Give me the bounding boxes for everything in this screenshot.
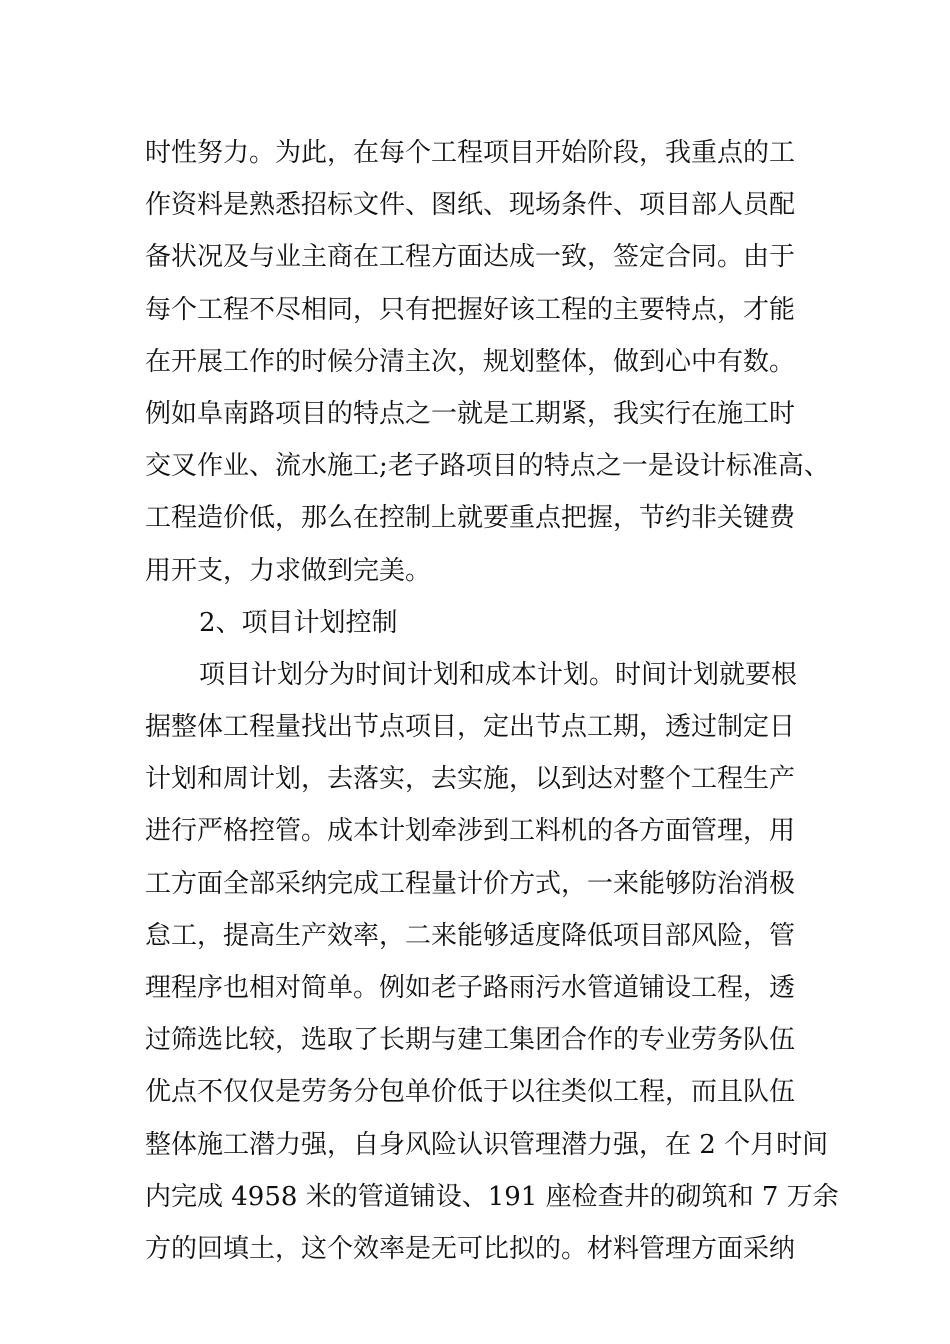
text-line: 整体施工潜力强，自身风险认识管理潜力强，在 2 个月时间 [145, 1129, 829, 1160]
text-line: 例如阜南路项目的特点之一就是工期紧，我实行在施工时 [145, 398, 796, 429]
paragraph-first-line: 项目计划分为时间计划和成本计划。时间计划就要根 [199, 659, 798, 690]
text-line: 进行严格控管。成本计划牵涉到工料机的各方面管理，用 [145, 816, 796, 847]
text-line: 计划和周计划，去落实，去实施，以到达对整个工程生产 [145, 764, 796, 795]
text-line: 工程造价低，那么在控制上就要重点把握，节约非关键费 [145, 503, 796, 534]
text-line: 方的回填土，这个效率是无可比拟的。材料管理方面采纳 [145, 1233, 796, 1264]
text-line: 工方面全部采纳完成工程量计价方式，一来能够防治消极 [145, 868, 796, 899]
text-line: 时性努力。为此，在每个工程项目开始阶段，我重点的工 [145, 138, 796, 168]
text-line: 怠工，提高生产效率，二来能够适度降低项目部风险，管 [145, 920, 796, 951]
text-line: 每个工程不尽相同，只有把握好该工程的主要特点，才能 [145, 294, 796, 325]
text-line: 据整体工程量找出节点项目，定出节点工期，透过制定日 [145, 712, 796, 743]
text-line: 优点不仅仅是劳务分包单价低于以往类似工程，而且队伍 [145, 1077, 796, 1108]
text-line: 内完成 4958 米的管道铺设、191 座检查井的砌筑和 7 万余 [145, 1181, 839, 1212]
body-text [145, 127, 839, 1275]
text-line: 过筛选比较，选取了长期与建工集团合作的专业劳务队伍 [145, 1025, 796, 1056]
section-heading: 2、项目计划控制 [199, 607, 398, 638]
text-line: 理程序也相对简单。例如老子路雨污水管道铺设工程，透 [145, 973, 796, 1003]
text-line: 作资料是熟悉招标文件、图纸、现场条件、项目部人员配 [145, 190, 796, 221]
text-line: 交叉作业、流水施工;老子路项目的特点之一是设计标准高、 [145, 451, 830, 482]
text-line: 在开展工作的时候分清主次，规划整体，做到心中有数。 [145, 346, 796, 377]
text-line: 备状况及与业主商在工程方面达成一致，签定合同。由于 [145, 242, 796, 273]
text-line: 用开支，力求做到完美。 [145, 555, 432, 586]
